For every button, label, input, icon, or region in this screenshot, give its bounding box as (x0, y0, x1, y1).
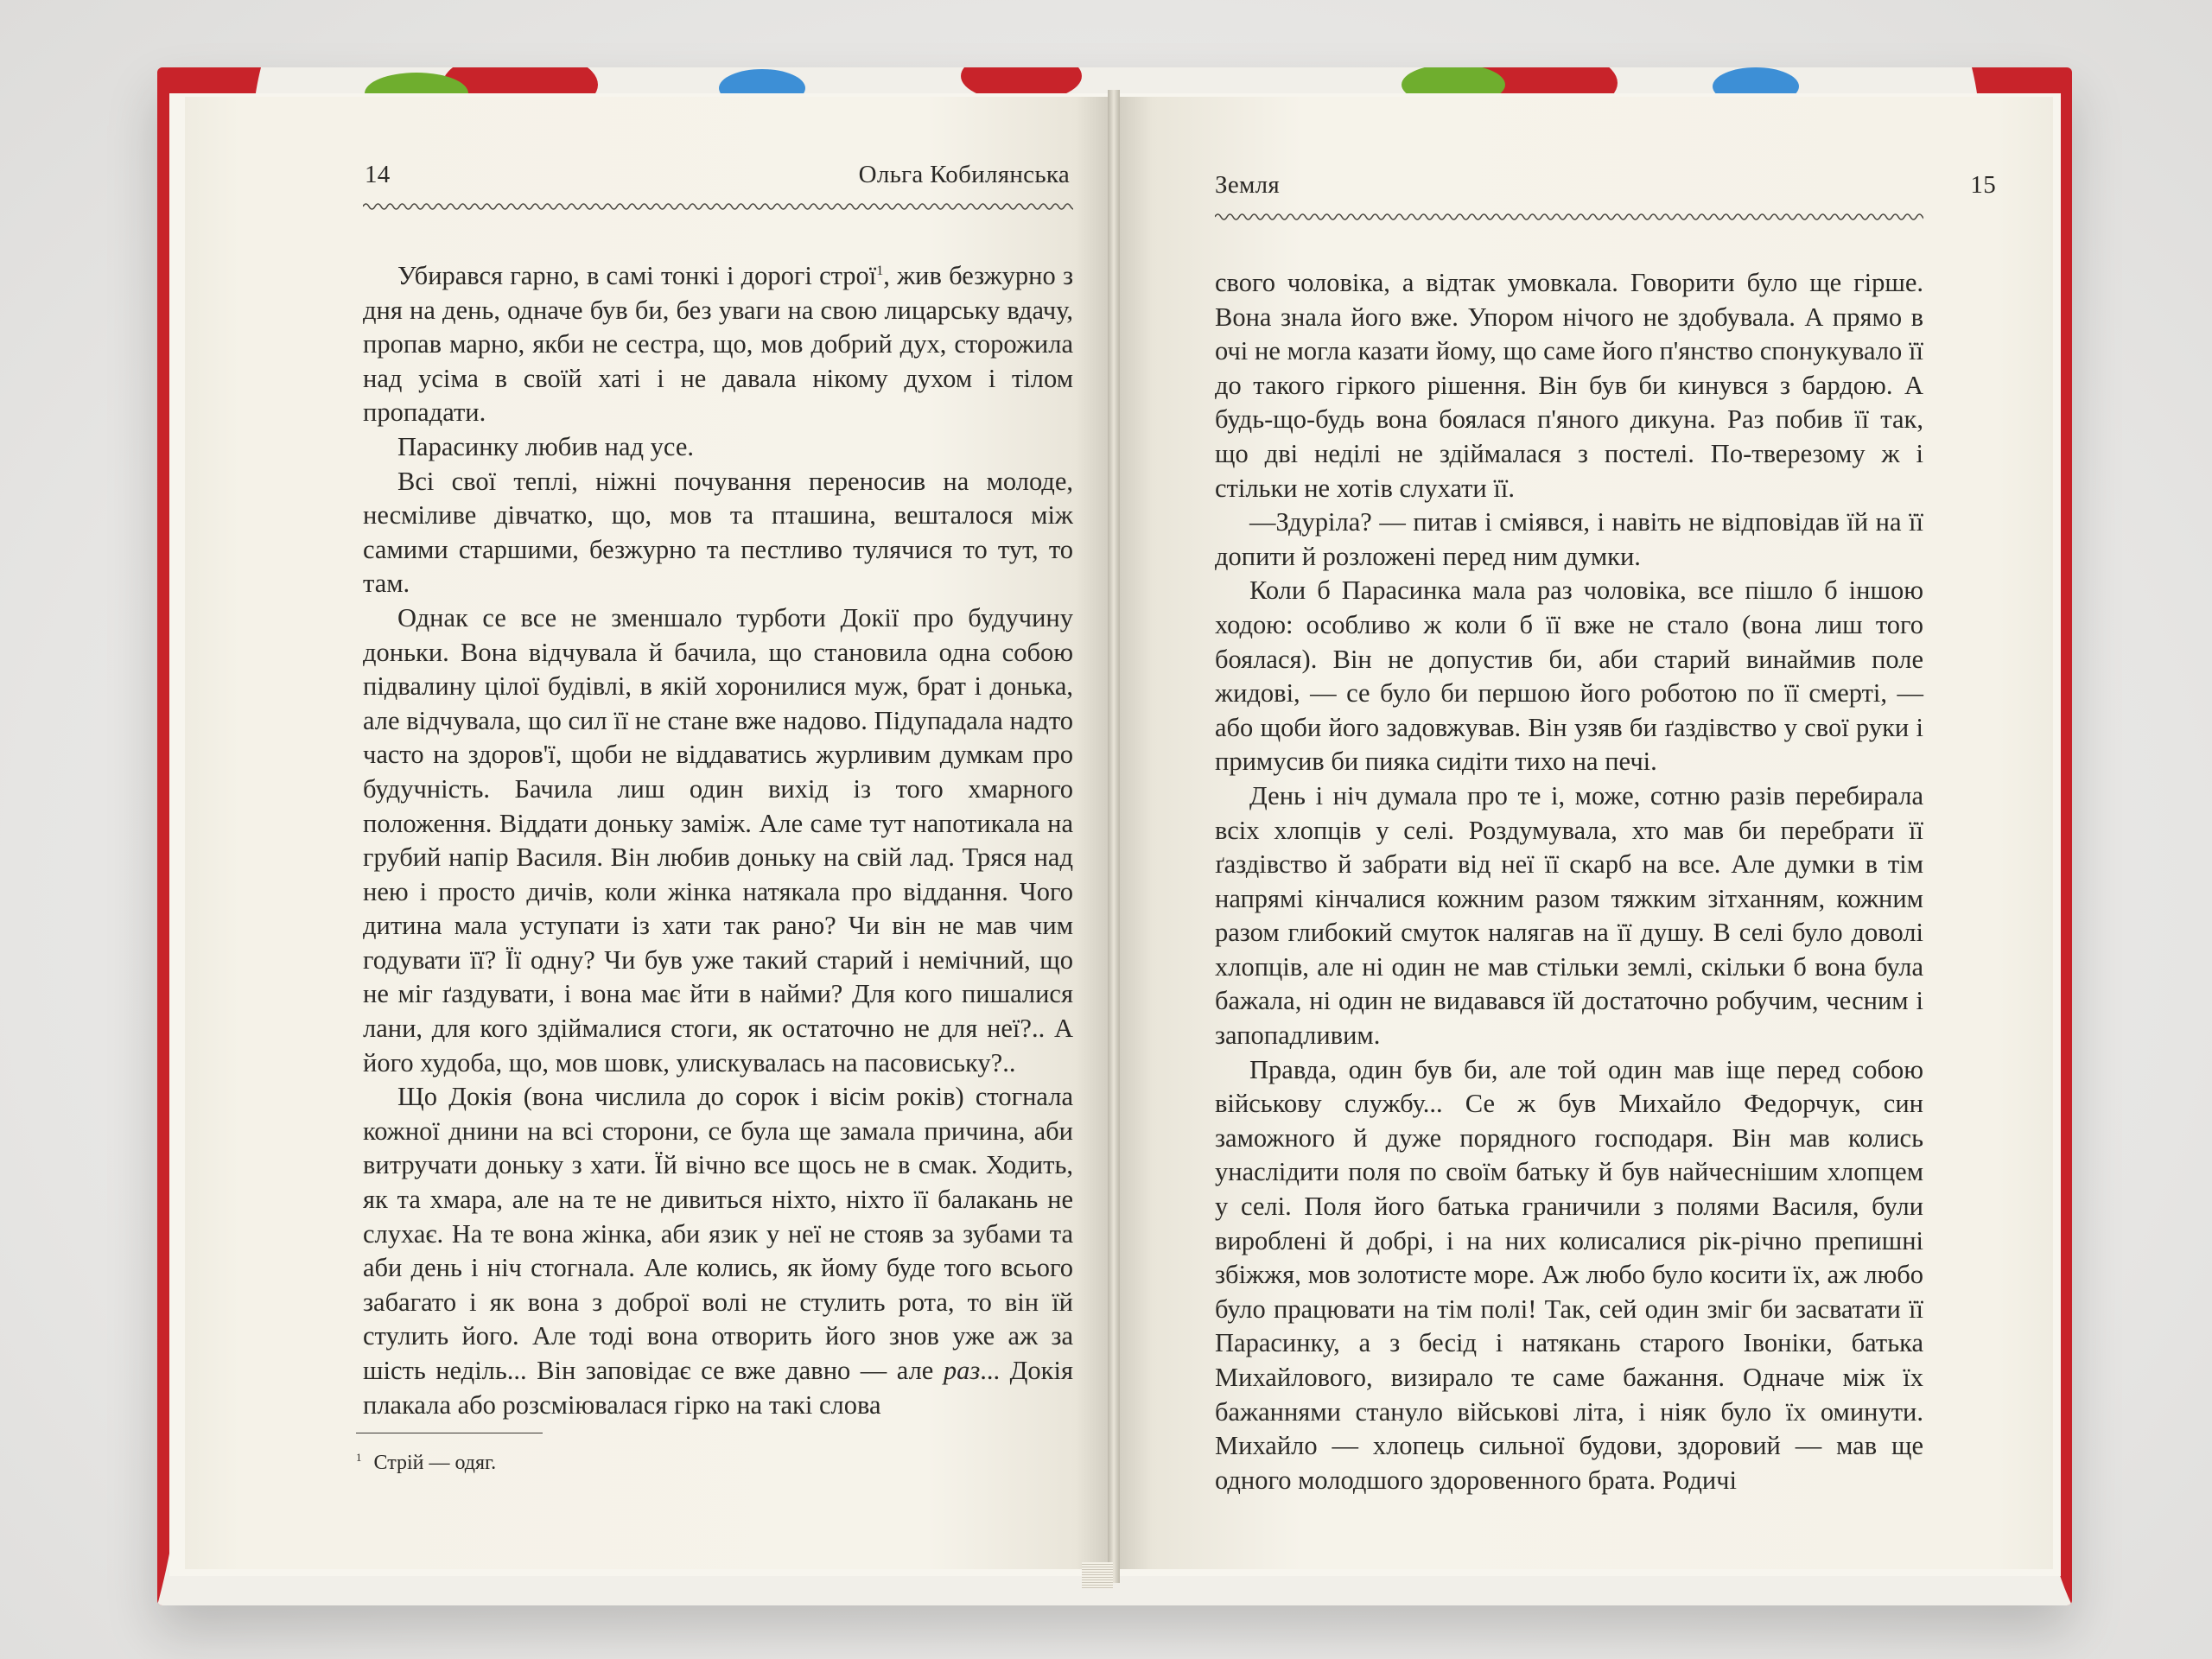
right-page-header (1115, 171, 2053, 206)
wavy-rule-decoration (363, 199, 1073, 214)
footnote: $^1$ Стрій — одяг. (356, 1451, 497, 1474)
paragraph: Всі свої теплі, ніжні почування переносив на молоде, несміливе дівчатко, що, мов та пташина, вешталося між самими старшими, безжурно та пестливо тулячися то тут, то там. (363, 466, 1073, 599)
left-page-header (185, 161, 1113, 195)
right-page (1115, 97, 2053, 1569)
footnote-ref: 1 (876, 263, 884, 278)
paragraph: День і ніч думала про те і, може, сотню разів перебирала всіх хлопців у селі. Роздумувала, хто мав би перебрати її ґаздівство й забрати від неї її скарб на все. Але думки в тім напрямі кінчалися кожним разом тяжким зітханням, кожним разом глибокий смуток налягав на її душу. В селі було доволі хлопців, але ні один не мав стільки землі, скільки б вона була бажала, ні один не видавався їй достаточно робучим, чесним і запопадливим. (1215, 780, 1923, 1051)
left-page (185, 97, 1113, 1569)
paragraph: Однак се все не зменшало турботи Докії про будучину доньки. Вона відчувала й бачила, що становила одна собою підвалину цілої будівлі, в якій хоронилися муж, брат і донька, але відчувала, що сил її не стане вже надово. Підупадала надто часто на здоров'ї, щоби не віддаватись журливим думкам про будучність. Бачила лиш один вихід із того хмарного положення. Віддати доньку заміж. Але саме тут напотикала на грубий напір Василя. Він любив доньку на свій лад. Тряся над нею і просто дичів, коли жінка натякала про віддання. Чого дитина мала уступати із хати так рано? Чи він не мав чим годувати її? Її одну? Чи був уже такий старий і немічний, що не міг ґаздувати, і вона має йти в найми? Для кого пишалися лани, для кого здіймалися стоги, як остаточно не для неї?.. А його худоба, що, мов шовк, улискувалась на пасовиську?.. (363, 602, 1073, 1077)
paragraph: свого чоловіка, а відтак умовкала. Говорити було ще гірше. Вона знала його вже. Упором нічого не здобувала. А прямо в очі не могла казати йому, що саме його п'янство спонукувало її до такого гіркого рішення. Він був би кинувся з бардою. А будь-що-будь вона боялася п'яного дикуна. Раз побив її так, що дві неділі не здіймалася з постелі. По-тверезому ж і стільки не хотів слухати її. (1215, 268, 1923, 503)
paragraph: Парасинку любив над усе. (397, 431, 694, 461)
paragraph: Коли б Парасинка мала раз чоловіка, все пішло б іншою ходою: особливо ж коли б її вже не стало (вона лиш того боялася). Він не допустив би, аби старий винаймив поле жидові, — се було би першою його роботою по її смерті, — або щоби його задовжував. Він узяв би ґаздівство у свої руки і примусив би пияка сидіти тихо на печі. (1215, 575, 1923, 777)
paragraph: —Здуріла? — питав і сміявся, і навіть не відповідав їй на її допити й розложені перед ним думки. (1215, 507, 1923, 571)
paragraph: Що Докія (вона числила до сорок і вісім років) стогнала кожної днини на всі сторони, се була ще замала причина, аби витручати доньку з хати. Їй вічно все щось не в смак. Ходить, як та хмара, але на те не дивиться ніхто, ніхто її балакань не слухає. На те вона жінка, аби язик у неї не стояв за зубами та аби день і ніч стогнала. Але колись, як йому буде того всього забагато і як вона з доброї волі не стулить рота, то він їй стулить його. Але тоді вона отворить його знов уже аж за шість неділь... Він заповідає се вже давно — але раз... Докія плакала або розсміювалася гірко на такі слова (363, 1082, 1073, 1420)
right-page-body (1215, 266, 1923, 1497)
paragraph: Убирався гарно, в самі тонкі і дорогі строї$^1$, жив безжурно з дня на день, одначе був би, без уваги на свою лицарську вдачу, пропав марно, якби не сестра, що, мов добрий дух, сторожила над усіма в своїй хаті і не давала нікому духом і тілом пропадати. (363, 261, 1073, 428)
wavy-rule-decoration (1215, 209, 1923, 225)
running-title: Ольга Кобилянська (858, 161, 1070, 188)
left-page-body (363, 259, 1073, 1422)
running-title: Земля (1215, 171, 1281, 199)
paragraph: Правда, один був би, але той один мав іще перед собою військову службу... Се ж був Михайло Федорчук, син заможного й дуже порядного господаря. Він мав колись унаслідити поля по своїм батьку й був найчеснішим хлопцем у селі. Поля його батька граничили з полями Василя, були вироблені й добрі, і на них колисалися рік-річно препишні збіжжя, мов золотисте море. Аж любо було косити їх, аж любо було працювати на тім полі! Так, сей один зміг би засватати її Парасинку, а з бесід і натякань старого Івоніки, батька Михайлового, визирало те саме бажання. Одначе між їх бажаннями стануло військові літа, і ніяк було їх оминути. Михайло — хлопець сильної будови, здоровий — мав ще одного молодшого здоровенного брата. Родичі (1215, 1054, 1923, 1495)
page-edges (1082, 1562, 1113, 1588)
page-number: 15 (1970, 171, 1996, 199)
page-number: 14 (365, 161, 391, 188)
book-spine-gutter (1108, 90, 1120, 1583)
